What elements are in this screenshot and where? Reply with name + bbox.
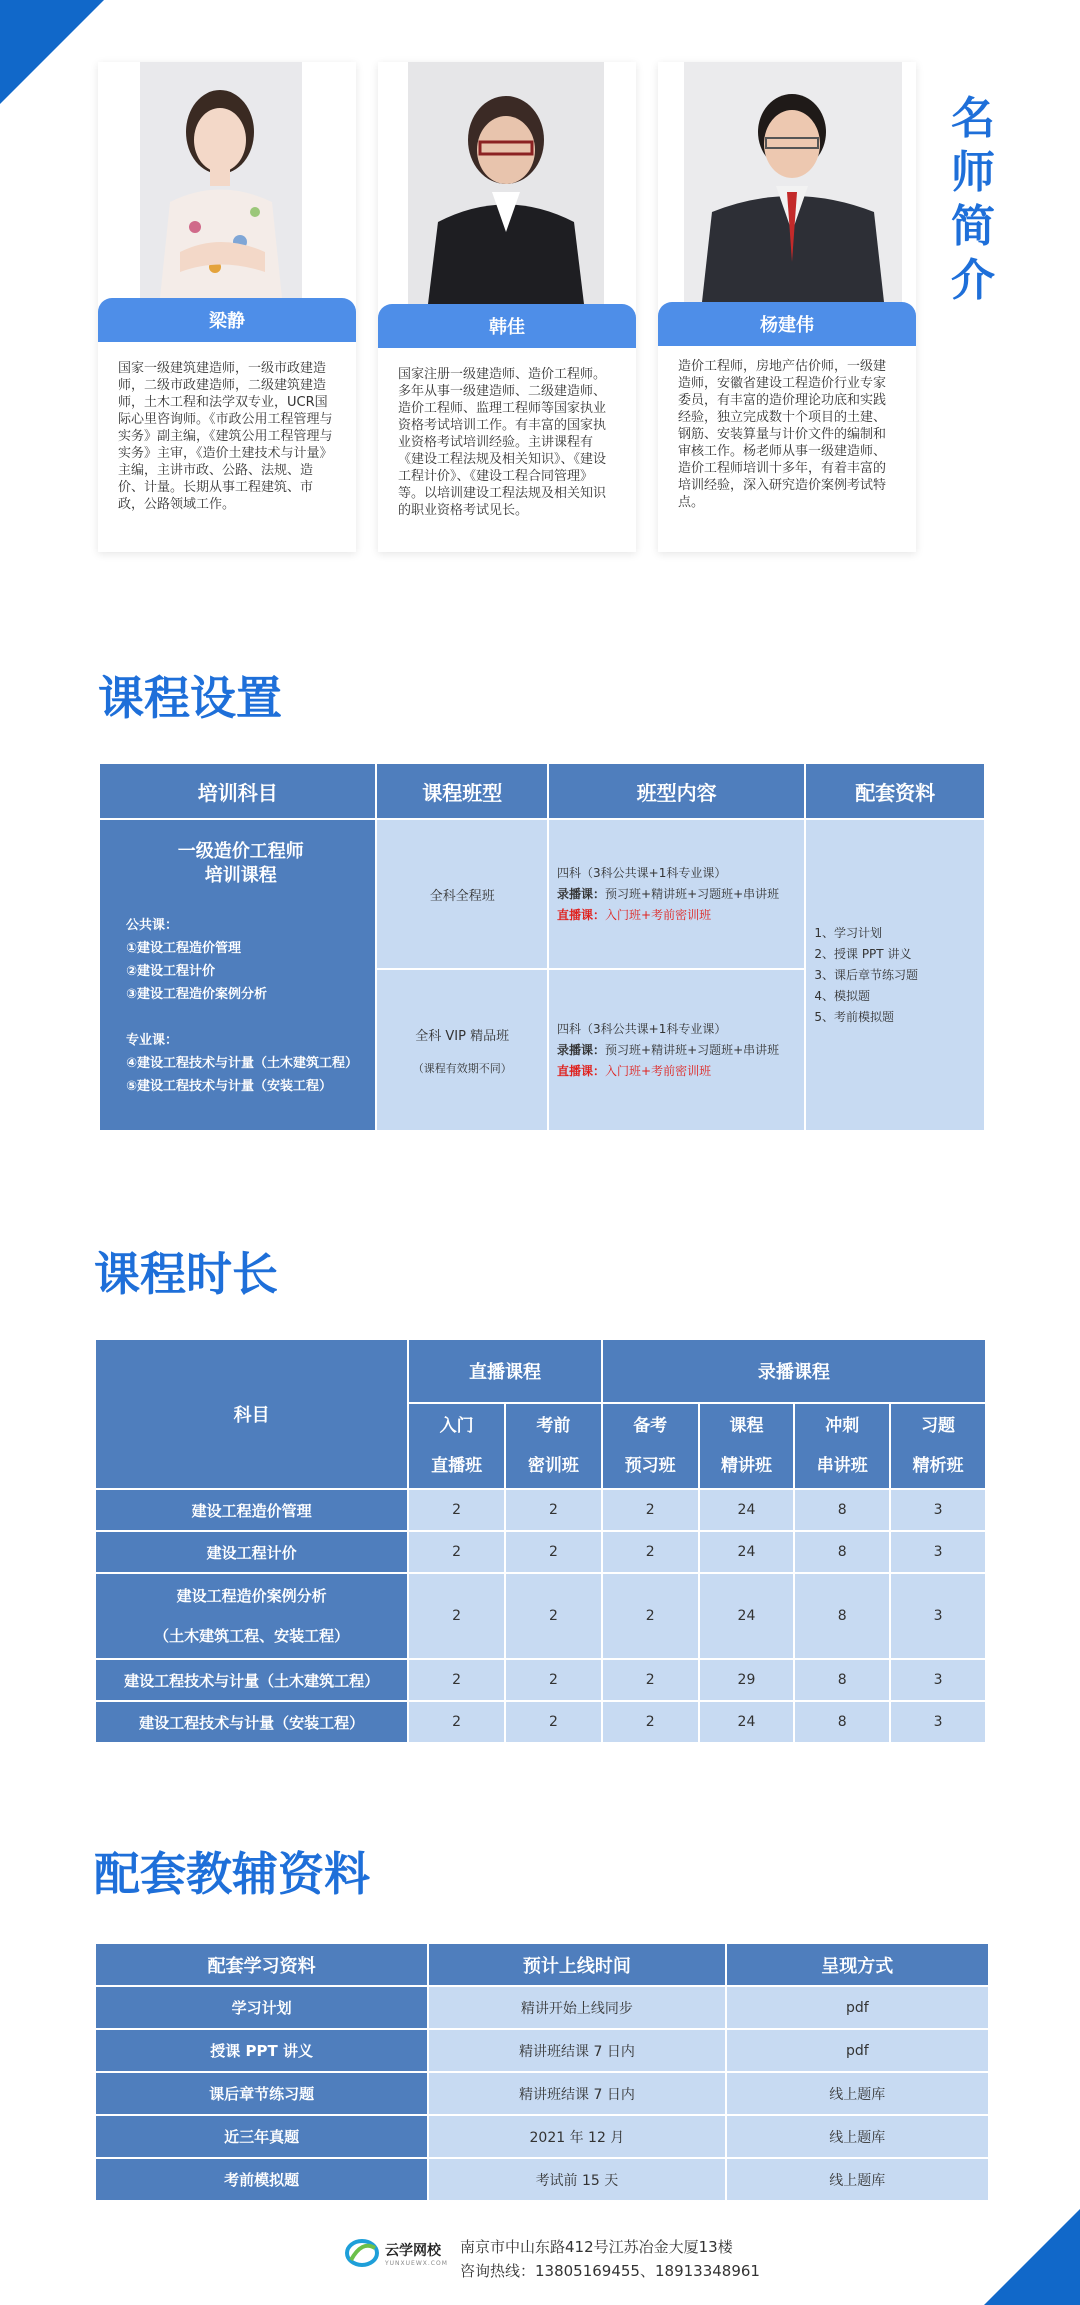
teacher-photo <box>408 62 604 304</box>
teacher-name: 梁静 <box>98 298 356 342</box>
teacher-bio: 造价工程师，房地产估价师，一级建造师，安徽省建设工程造价行业专家委员，有丰富的造价理论功底和实践经验，独立完成数十个项目的土建、钢筋、安装算量与计价文件的编制和审核工作。杨老师从事一级建造师、造价工程师培训十多年，有着丰富的培训经验，深入研究造价案例考试特点。 <box>678 359 887 510</box>
teacher-bio: 国家注册一级建造师、造价工程师。多年从事一级建造师、二级建造师、造价工程师、监理工程师等国家执业资格考试培训工作。有丰富的国家执业资格考试培训经验。主讲课程有《建设工程法规及相关知识》、《建设工程计价》、《建设工程合同管理》等。以培训建设工程法规及相关知识的职业资格考试见长。 <box>398 367 607 518</box>
header-cell: 班型内容 <box>548 763 805 819</box>
class-content-cell: 四科（3科公共课+1科专业课） 录播课：预习班+精讲班+习题班+串讲班 直播课：入门班+考前密训班 <box>548 819 805 969</box>
live-header: 直播课程 <box>408 1339 602 1403</box>
subject-line: ③建设工程造价案例分析 <box>126 987 268 1002</box>
subject-cell <box>99 819 376 1131</box>
table-row: 近三年真题 2021 年 12 月 线上题库 <box>95 2115 989 2158</box>
header-cell: 呈现方式 <box>726 1943 989 1986</box>
subject-line: ①建设工程造价管理 <box>126 941 242 956</box>
column-header: 考前 密训班 <box>505 1403 602 1489</box>
teachers-section-title: 名师简介 <box>951 93 995 306</box>
teacher-name: 韩佳 <box>378 304 636 348</box>
header-cell: 配套资料 <box>805 763 985 819</box>
corner-decoration-top-left <box>0 0 104 104</box>
corner-decoration-bottom-right <box>984 2209 1080 2305</box>
logo-subtext: YUNXUEWX.COM <box>385 2259 448 2267</box>
table-row: 建设工程造价案例分析 （土木建筑工程、安装工程） 2 2 2 24 8 3 <box>95 1573 986 1659</box>
teacher-card-3 <box>658 62 916 552</box>
column-header: 入门 直播班 <box>408 1403 505 1489</box>
subject-line: ⑤建设工程技术与计量（安装工程） <box>126 1079 333 1094</box>
subject-header: 科目 <box>95 1339 408 1489</box>
column-header: 冲刺 串讲班 <box>794 1403 890 1489</box>
footer-logo <box>345 2238 448 2268</box>
subject-line-spacer <box>126 1006 355 1029</box>
logo-icon <box>345 2238 379 2268</box>
column-header: 课程 精讲班 <box>699 1403 795 1489</box>
table-row: 建设工程计价 2 2 2 24 8 3 <box>95 1531 986 1573</box>
table-row: 建设工程技术与计量（土木建筑工程） 2 2 2 29 8 3 <box>95 1659 986 1701</box>
subject-line: ④建设工程技术与计量（土木建筑工程） <box>126 1056 359 1071</box>
table-row: 建设工程造价管理 2 2 2 24 8 3 <box>95 1489 986 1531</box>
header-cell: 培训科目 <box>99 763 376 819</box>
subject-line: 公共课： <box>126 918 179 933</box>
header-cell: 预计上线时间 <box>428 1943 725 1986</box>
teacher-bio: 国家一级建筑建造师，一级市政建造师，二级市政建造师，二级建筑建造师，土木工程和法学双专业，UCR国际心里咨询师。《市政公用工程管理与实务》副主编，《建筑公用工程管理与实务》主审，《造价土建技术与计量》主编，主讲市政、公路、法规、造价、计量。长期从事工程建筑、市政，公路领域工作。 <box>118 361 333 512</box>
logo-text: 云学网校 <box>385 2242 441 2259</box>
subject-line: 专业课： <box>126 1033 179 1048</box>
footer-phone: 咨询热线：13805169455、18913348961 <box>460 2262 760 2280</box>
table-row: 课后章节练习题 精讲班结课 7 日内 线上题库 <box>95 2072 989 2115</box>
course-setup-table <box>98 762 986 1132</box>
subject-line: ②建设工程计价 <box>126 964 216 979</box>
table-row: 建设工程技术与计量（安装工程） 2 2 2 24 8 3 <box>95 1701 986 1743</box>
header-cell: 配套学习资料 <box>95 1943 428 1986</box>
recorded-header: 录播课程 <box>602 1339 986 1403</box>
column-header: 备考 预习班 <box>602 1403 699 1489</box>
materials-table <box>94 1942 990 2202</box>
header-cell: 课程班型 <box>376 763 548 819</box>
materials-title: 配套教辅资料 <box>94 1847 370 1901</box>
table-row: 考前模拟题 考试前 15 天 线上题库 <box>95 2158 989 2201</box>
footer-address: 南京市中山东路412号江苏冶金大厦13楼 <box>460 2238 733 2256</box>
class-type-cell: 全科 VIP 精品班 （课程有效期不同） <box>376 969 548 1131</box>
materials-cell: 1、学习计划 2、授课 PPT 讲义 3、课后章节练习题 4、模拟题 5、考前模拟题 <box>805 819 985 1131</box>
class-type-cell: 全科全程班 <box>376 819 548 969</box>
teacher-photo <box>684 62 902 302</box>
class-content-cell: 四科（3科公共课+1科专业课） 录播课：预习班+精讲班+习题班+串讲班 直播课：入门班+考前密训班 <box>548 969 805 1131</box>
subject-heading: 一级造价工程师 培训课程 <box>177 841 304 886</box>
teacher-card-1 <box>98 62 356 552</box>
table-row: 授课 PPT 讲义 精讲班结课 7 日内 pdf <box>95 2029 989 2072</box>
teacher-photo <box>140 62 302 298</box>
course-setup-title: 课程设置 <box>98 671 282 725</box>
footer-contact <box>460 2235 760 2283</box>
duration-table <box>94 1338 987 1744</box>
column-header: 习题 精析班 <box>890 1403 986 1489</box>
teacher-card-2 <box>378 62 636 552</box>
table-row: 学习计划 精讲开始上线同步 pdf <box>95 1986 989 2029</box>
duration-title: 课程时长 <box>94 1247 278 1301</box>
teacher-name: 杨建伟 <box>658 302 916 346</box>
